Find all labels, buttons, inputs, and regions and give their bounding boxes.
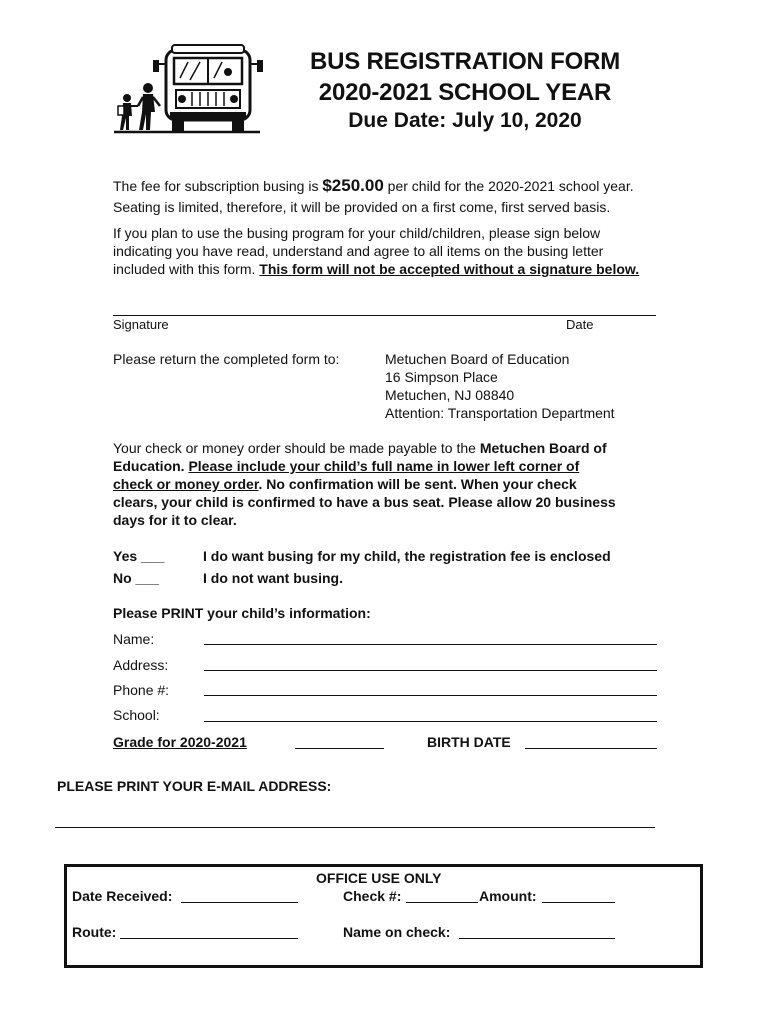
office-use-heading: OFFICE USE ONLY [316, 870, 442, 886]
sign-instruction-line-1: If you plan to use the busing program for your child/children, please sign below [113, 225, 601, 241]
child-name-field[interactable] [204, 628, 657, 645]
sign-instruction-line-3: included with this form. This form will not be accepted without a signature below. [113, 261, 640, 277]
school-bus-illustration [110, 42, 265, 136]
child-phone-field[interactable] [204, 679, 657, 696]
payment-line-2: Education. Please include your child’s full name in lower left corner of [113, 458, 580, 474]
birth-date-label: BIRTH DATE [427, 734, 511, 750]
seating-note: Seating is limited, therefore, it will be provided on a first come, first served basis. [113, 199, 611, 215]
due-date: Due Date: July 10, 2020 [348, 109, 582, 132]
phone-label: Phone #: [113, 682, 170, 698]
child-school-field[interactable] [204, 705, 657, 722]
address-label: Address: [113, 657, 169, 673]
no-option[interactable]: No ___ [113, 570, 159, 586]
name-on-check-field[interactable] [459, 922, 615, 939]
name-label: Name: [113, 631, 155, 647]
payment-line-4: clears, your child is confirmed to have a bus seat. Please allow 20 business [113, 494, 616, 510]
payment-line-5: days for it to clear. [113, 512, 237, 528]
check-number-label: Check #: [343, 888, 402, 904]
fee-sentence: The fee for subscription busing is $250.00 per child for the 2020-2021 school year. [113, 176, 634, 195]
email-field[interactable] [55, 811, 655, 828]
name-on-check-label: Name on check: [343, 924, 451, 940]
signature-label: Signature [113, 317, 169, 332]
grade-field[interactable] [295, 732, 384, 749]
child-info-heading: Please PRINT your child’s information: [113, 605, 371, 621]
return-address-line-1: Metuchen Board of Education [385, 351, 570, 367]
signature-date-field[interactable] [113, 299, 656, 316]
child-address-field[interactable] [204, 654, 657, 671]
school-year-title: 2020-2021 SCHOOL YEAR [318, 79, 612, 106]
check-number-field[interactable] [406, 886, 478, 903]
return-label: Please return the completed form to: [113, 351, 340, 367]
route-field[interactable] [120, 922, 298, 939]
sign-instruction-line-2: indicating you have read, understand and agree to all items on the busing letter [113, 243, 604, 259]
fee-amount: $250.00 [322, 176, 384, 195]
email-label: PLEASE PRINT YOUR E-MAIL ADDRESS: [57, 778, 332, 794]
route-label: Route: [72, 924, 117, 940]
date-received-label: Date Received: [72, 888, 173, 904]
form-title: BUS REGISTRATION FORM [309, 48, 620, 75]
yes-option[interactable]: Yes ___ [113, 548, 165, 564]
yes-option-text: I do want busing for my child, the registration fee is enclosed [203, 548, 611, 564]
date-received-field[interactable] [181, 886, 298, 903]
return-address-line-3: Metuchen, NJ 08840 [385, 387, 515, 403]
amount-label: Amount: [479, 888, 537, 904]
date-label: Date [566, 317, 594, 332]
return-address-line-4: Attention: Transportation Department [385, 405, 615, 421]
grade-label: Grade for 2020-2021 [113, 734, 247, 750]
payment-line-3: check or money order. No confirmation will be sent. When your check [113, 476, 577, 492]
amount-field[interactable] [542, 886, 615, 903]
no-option-text: I do not want busing. [203, 570, 343, 586]
birth-date-field[interactable] [525, 732, 657, 749]
return-address-line-2: 16 Simpson Place [385, 369, 498, 385]
payment-line-1: Your check or money order should be made payable to the Metuchen Board of [113, 440, 607, 456]
school-label: School: [113, 707, 160, 723]
signature-required-note: This form will not be accepted without a signature below. [259, 261, 640, 277]
